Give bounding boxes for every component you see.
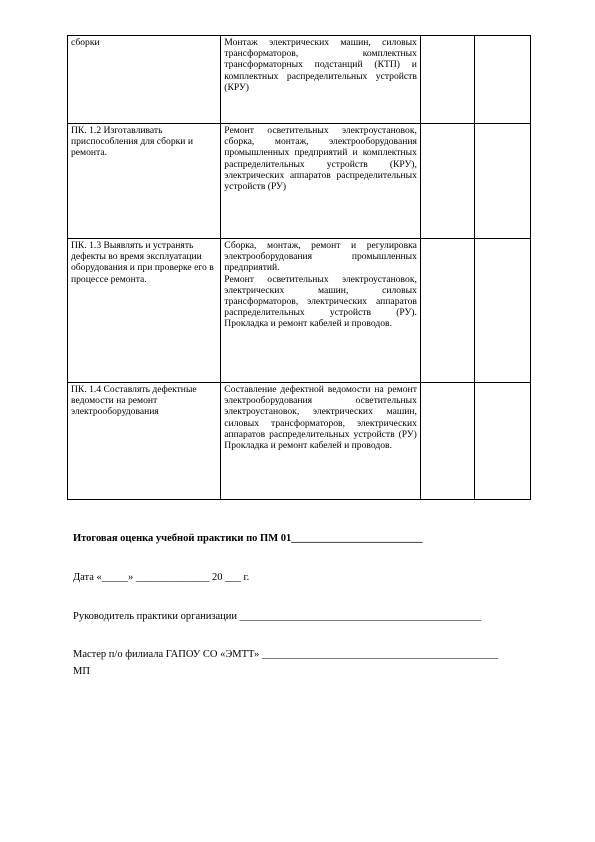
work-type-text: Сборка, монтаж, ремонт и регулировка электрооборудования промышленных предприятий.	[224, 240, 417, 274]
table-row	[68, 124, 531, 239]
empty-cell	[420, 124, 475, 239]
empty-cell	[420, 239, 475, 383]
competency-code-cell: ПК. 1.4 Составлять дефектные ведомости на ремонт электрооборудования	[68, 383, 221, 500]
competency-code-cell: ПК. 1.3 Выявлять и устранять дефекты во время эксплуатации оборудования и при проверке его в процессе ремонта.	[68, 239, 221, 383]
stamp-label: МП	[73, 666, 90, 677]
empty-cell	[420, 36, 475, 124]
empty-cell	[475, 124, 531, 239]
empty-cell	[475, 36, 531, 124]
work-type-text: Составление дефектной ведомости на ремонт электрооборудования осветительных электроустановок, электрических машин, силовых трансформаторов, электрических аппаратов распределительных устройств (РУ) Прокладка и ремонт кабелей и проводов.	[224, 384, 417, 452]
table-row	[68, 383, 531, 500]
competency-code-cell: сборки	[68, 36, 221, 124]
empty-cell	[420, 383, 475, 500]
final-grade-line: Итоговая оценка учебной практики по ПМ 01_________________________	[73, 533, 423, 544]
master-signature-line: Мастер п/о филиала ГАПОУ СО «ЭМТТ» _____________________________________________	[73, 649, 499, 660]
supervisor-signature-line: Руководитель практики организации ______________________________________________	[73, 611, 482, 622]
competency-table-body	[68, 36, 531, 500]
empty-cell	[475, 383, 531, 500]
date-line: Дата «_____» ______________ 20 ___ г.	[73, 572, 250, 583]
work-type-cell	[221, 124, 421, 239]
table-row	[68, 36, 531, 124]
work-type-cell	[221, 383, 421, 500]
competency-table	[67, 35, 531, 500]
work-type-text: Ремонт осветительных электроустановок, сборка, монтаж, электрооборудования промышленных предприятий и комплектных распределительных устройств (КРУ), электрических аппаратов распределительных устройств (РУ)	[224, 125, 417, 193]
work-type-cell	[221, 36, 421, 124]
empty-cell	[475, 239, 531, 383]
work-type-cell	[221, 239, 421, 383]
competency-code-cell: ПК. 1.2 Изготавливать приспособления для сборки и ремонта.	[68, 124, 221, 239]
work-type-text: Ремонт осветительных электроустановок, электрических машин, силовых трансформаторов, электрических аппаратов распределительных устройств (РУ). Прокладка и ремонт кабелей и проводов.	[224, 273, 417, 330]
work-type-text: Монтаж электрических машин, силовых трансформаторов, комплектных трансформаторных подстанций (КТП) и комплектных распределительных устройств (КРУ)	[224, 37, 417, 93]
table-row	[68, 239, 531, 383]
